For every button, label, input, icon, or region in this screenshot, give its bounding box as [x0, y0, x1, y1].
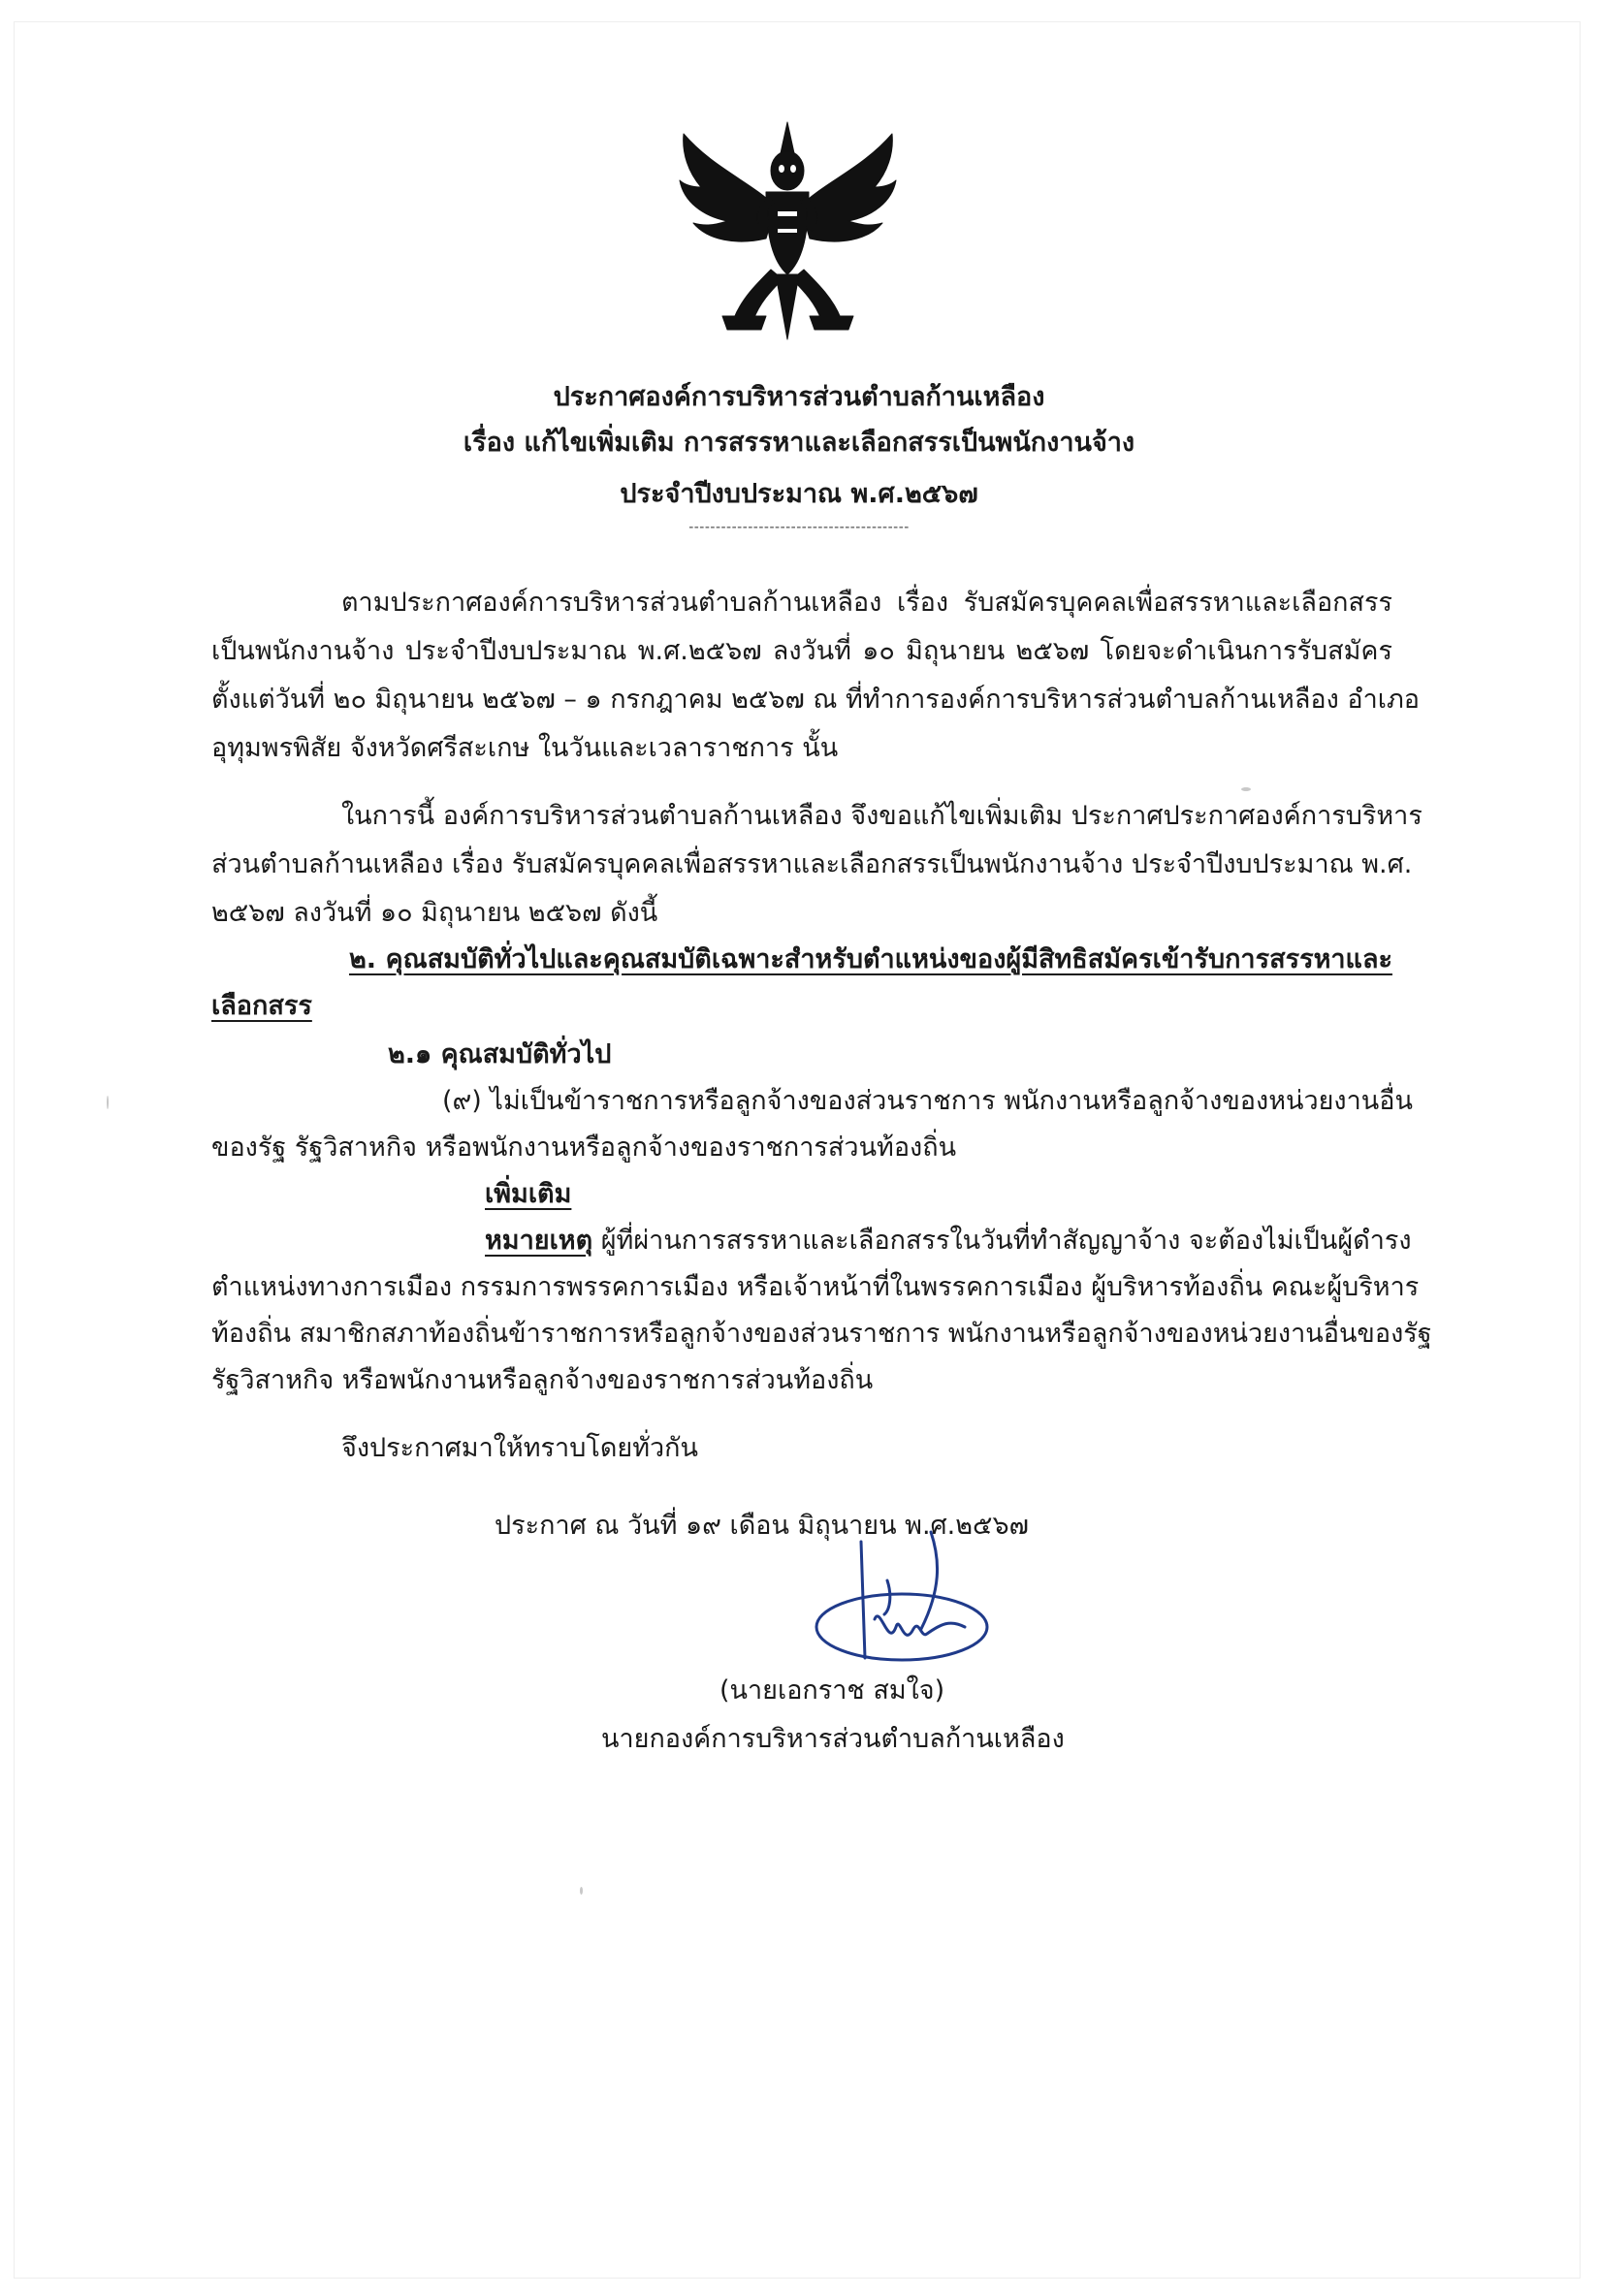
note-line: ท้องถิ่น สมาชิกสภาท้องถิ่นข้าราชการหรือลูกจ้างของส่วนราชการ พนักงานหรือลูกจ้างของหน่วยงานอื่นของรัฐ — [211, 1319, 1432, 1349]
section2-1-heading: ๒.๑ คุณสมบัติทั่วไป — [388, 1039, 612, 1069]
paragraph1-line: ตามประกาศองค์การบริหารส่วนตำบลก้านเหลือง เรื่อง รับสมัครบุคคลเพื่อสรรหาและเลือกสรร — [341, 588, 1392, 618]
scan-speck — [107, 1096, 109, 1109]
paragraph2-line: ในการนี้ องค์การบริหารส่วนตำบลก้านเหลือง จึงขอแก้ไขเพิ่มเติม ประกาศประกาศองค์การบริหาร — [341, 801, 1422, 831]
paragraph1-line: เป็นพนักงานจ้าง ประจำปีงบประมาณ พ.ศ.๒๕๖๗ ลงวันที่ ๑๐ มิถุนายน ๒๕๖๗ โดยจะดำเนินการรับสมัคร — [211, 636, 1392, 666]
announcement-subject: เรื่อง แก้ไขเพิ่มเติม การสรรหาและเลือกสรรเป็นพนักงานจ้าง — [463, 428, 1135, 458]
item9-line: (๙) ไม่เป็นข้าราชการหรือลูกจ้างของส่วนราชการ พนักงานหรือลูกจ้างของหน่วยงานอื่น — [442, 1086, 1413, 1116]
note-text: ผู้ที่ผ่านการสรรหาและเลือกสรรในวันที่ทำสัญญาจ้าง จะต้องไม่เป็นผู้ดำรง — [592, 1226, 1412, 1256]
handwritten-signature — [795, 1513, 999, 1697]
paragraph1-line: ตั้งแต่วันที่ ๒๐ มิถุนายน ๒๕๖๗ – ๑ กรกฎาคม ๒๕๖๗ ณ ที่ทำการองค์การบริหารส่วนตำบลก้านเหลือง อำเภอ — [211, 685, 1420, 715]
scan-speck — [1241, 787, 1251, 791]
fiscal-year-line: ประจำปีงบประมาณ พ.ศ.๒๕๖๗ — [620, 479, 978, 509]
paragraph2-line: ส่วนตำบลก้านเหลือง เรื่อง รับสมัครบุคคลเพื่อสรรหาและเลือกสรรเป็นพนักงานจ้าง ประจำปีงบประมาณ พ.ศ. — [211, 849, 1413, 879]
paragraph2-line: ๒๕๖๗ ลงวันที่ ๑๐ มิถุนายน ๒๕๖๗ ดังนี้ — [211, 898, 658, 928]
note-first-line — [485, 1222, 1412, 1260]
section2-heading-continued: เลือกสรร — [211, 991, 312, 1021]
announcement-title: ประกาศองค์การบริหารส่วนตำบลก้านเหลือง — [553, 382, 1045, 412]
note-line: รัฐวิสาหกิจ หรือพนักงานหรือลูกจ้างของราชการส่วนท้องถิ่น — [211, 1365, 874, 1395]
note-line: ตำแหน่งทางการเมือง กรรมการพรรคการเมือง หรือเจ้าหน้าที่ในพรรคการเมือง ผู้บริหารท้องถิ่น คณะผู้บริหาร — [211, 1272, 1420, 1302]
signer-name: (นายเอกราช สมใจ) — [719, 1675, 945, 1706]
signer-title: นายกองค์การบริหารส่วนตำบลก้านเหลือง — [601, 1724, 1065, 1754]
announcement-date: ประกาศ ณ วันที่ ๑๙ เดือน มิถุนายน พ.ศ.๒๕๖๗ — [495, 1511, 1029, 1541]
title-separator: ----------------------------------------- — [688, 520, 910, 535]
addition-label: เพิ่มเติม — [485, 1179, 572, 1209]
section2-heading: ๒. คุณสมบัติทั่วไปและคุณสมบัติเฉพาะสำหรับตำแหน่งของผู้มีสิทธิสมัครเข้ารับการสรรหาและ — [349, 944, 1392, 974]
scan-speck — [580, 1887, 583, 1895]
paragraph1-line: อุทุมพรพิสัย จังหวัดศรีสะเกษ ในวันและเวลาราชการ นั้น — [211, 733, 839, 763]
item9-line: ของรัฐ รัฐวิสาหกิจ หรือพนักงานหรือลูกจ้างของราชการส่วนท้องถิ่น — [211, 1132, 957, 1163]
closing-statement: จึงประกาศมาให้ทราบโดยทั่วกัน — [341, 1433, 698, 1463]
note-label: หมายเหตุ — [485, 1226, 593, 1256]
garuda-emblem-icon — [674, 114, 902, 347]
